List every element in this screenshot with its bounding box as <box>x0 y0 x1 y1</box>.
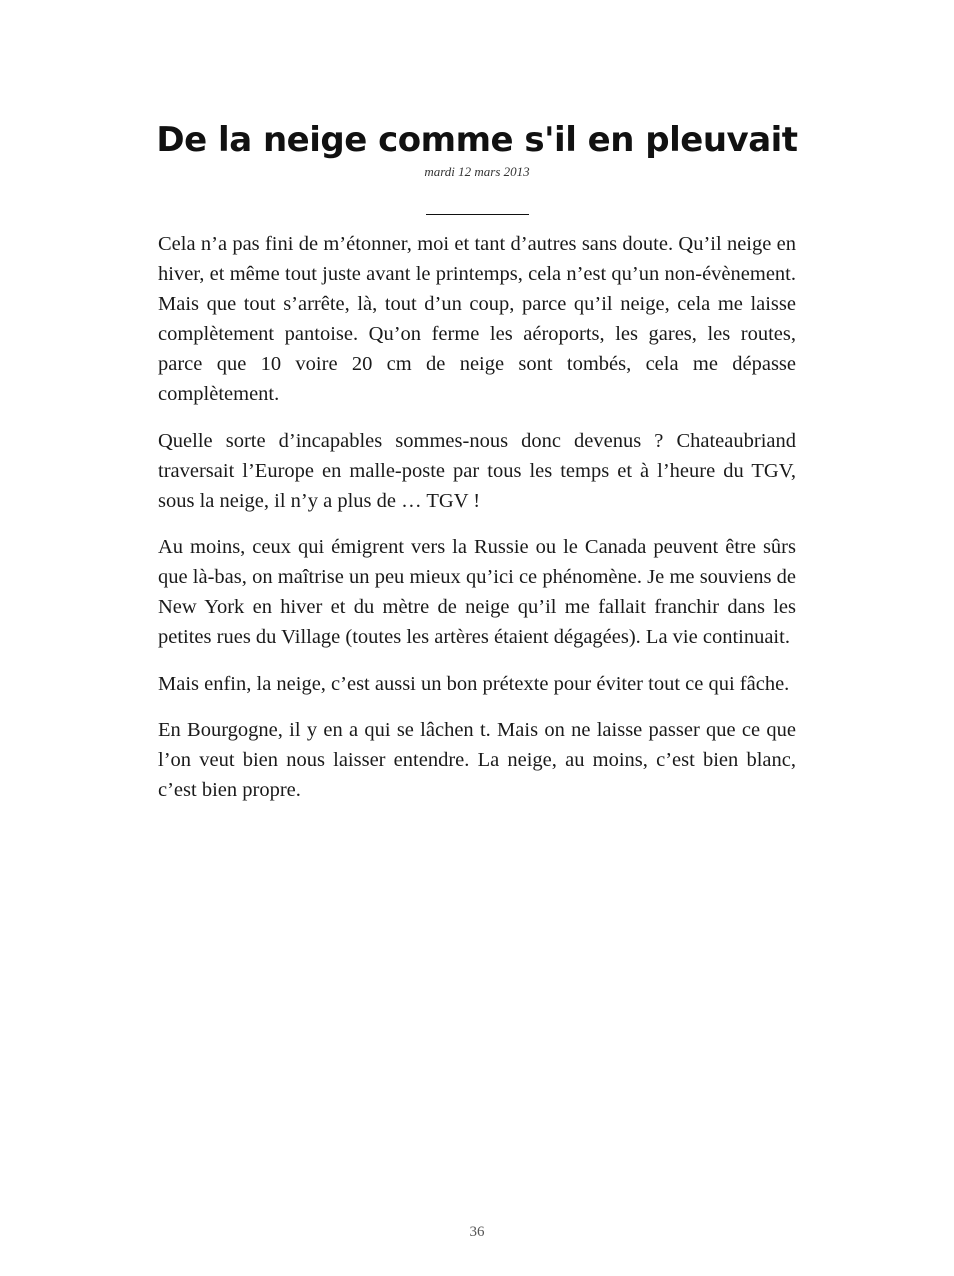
page-number: 36 <box>469 1224 485 1240</box>
article-date: mardi 12 mars 2013 <box>424 164 530 179</box>
paragraph: Quelle sorte d’incapables sommes-nous donc devenus ? Chateaubriand traversait l’Europe en malle-poste par tous les temps et à l’heure du TGV, sous la neige, il n’y a plus de … TGV ! <box>158 429 796 512</box>
paragraph: En Bourgogne, il y en a qui se lâchen t. Mais on ne laisse passer que ce que l’on veut bien nous laisser entendre. La neige, au moins, c’est bien blanc, c’est bien propre. <box>158 719 796 801</box>
paragraph: Au moins, ceux qui émigrent vers la Russie ou le Canada peuvent être sûrs que là-bas, on maîtrise un peu mieux qu’ici ce phénomène. Je me souviens de New York en hiver et du mètre de neige qu’il me fallait franchir dans les petites rues du Village (toutes les artères étaient dégagées). La vie continuait. <box>158 536 796 648</box>
article-body <box>158 229 796 822</box>
paragraph: Mais enfin, la neige, c’est aussi un bon prétexte pour éviter tout ce qui fâche. <box>158 672 790 695</box>
title-separator <box>426 214 529 215</box>
article-title: De la neige comme s'il en pleuvait <box>156 120 798 160</box>
paragraph: Cela n’a pas fini de m’étonner, moi et tant d’autres sans doute. Qu’il neige en hiver, et même tout juste avant le printemps, cela n’est qu’un non-évènement. Mais que tout s’arrête, là, tout d’un coup, parce qu’il neige, cela me laisse complètement pantoise. Qu’on ferme les aéroports, les gares, les routes, parce que 10 voire 20 cm de neige sont tombés, cela me dépasse complètement. <box>158 233 796 405</box>
